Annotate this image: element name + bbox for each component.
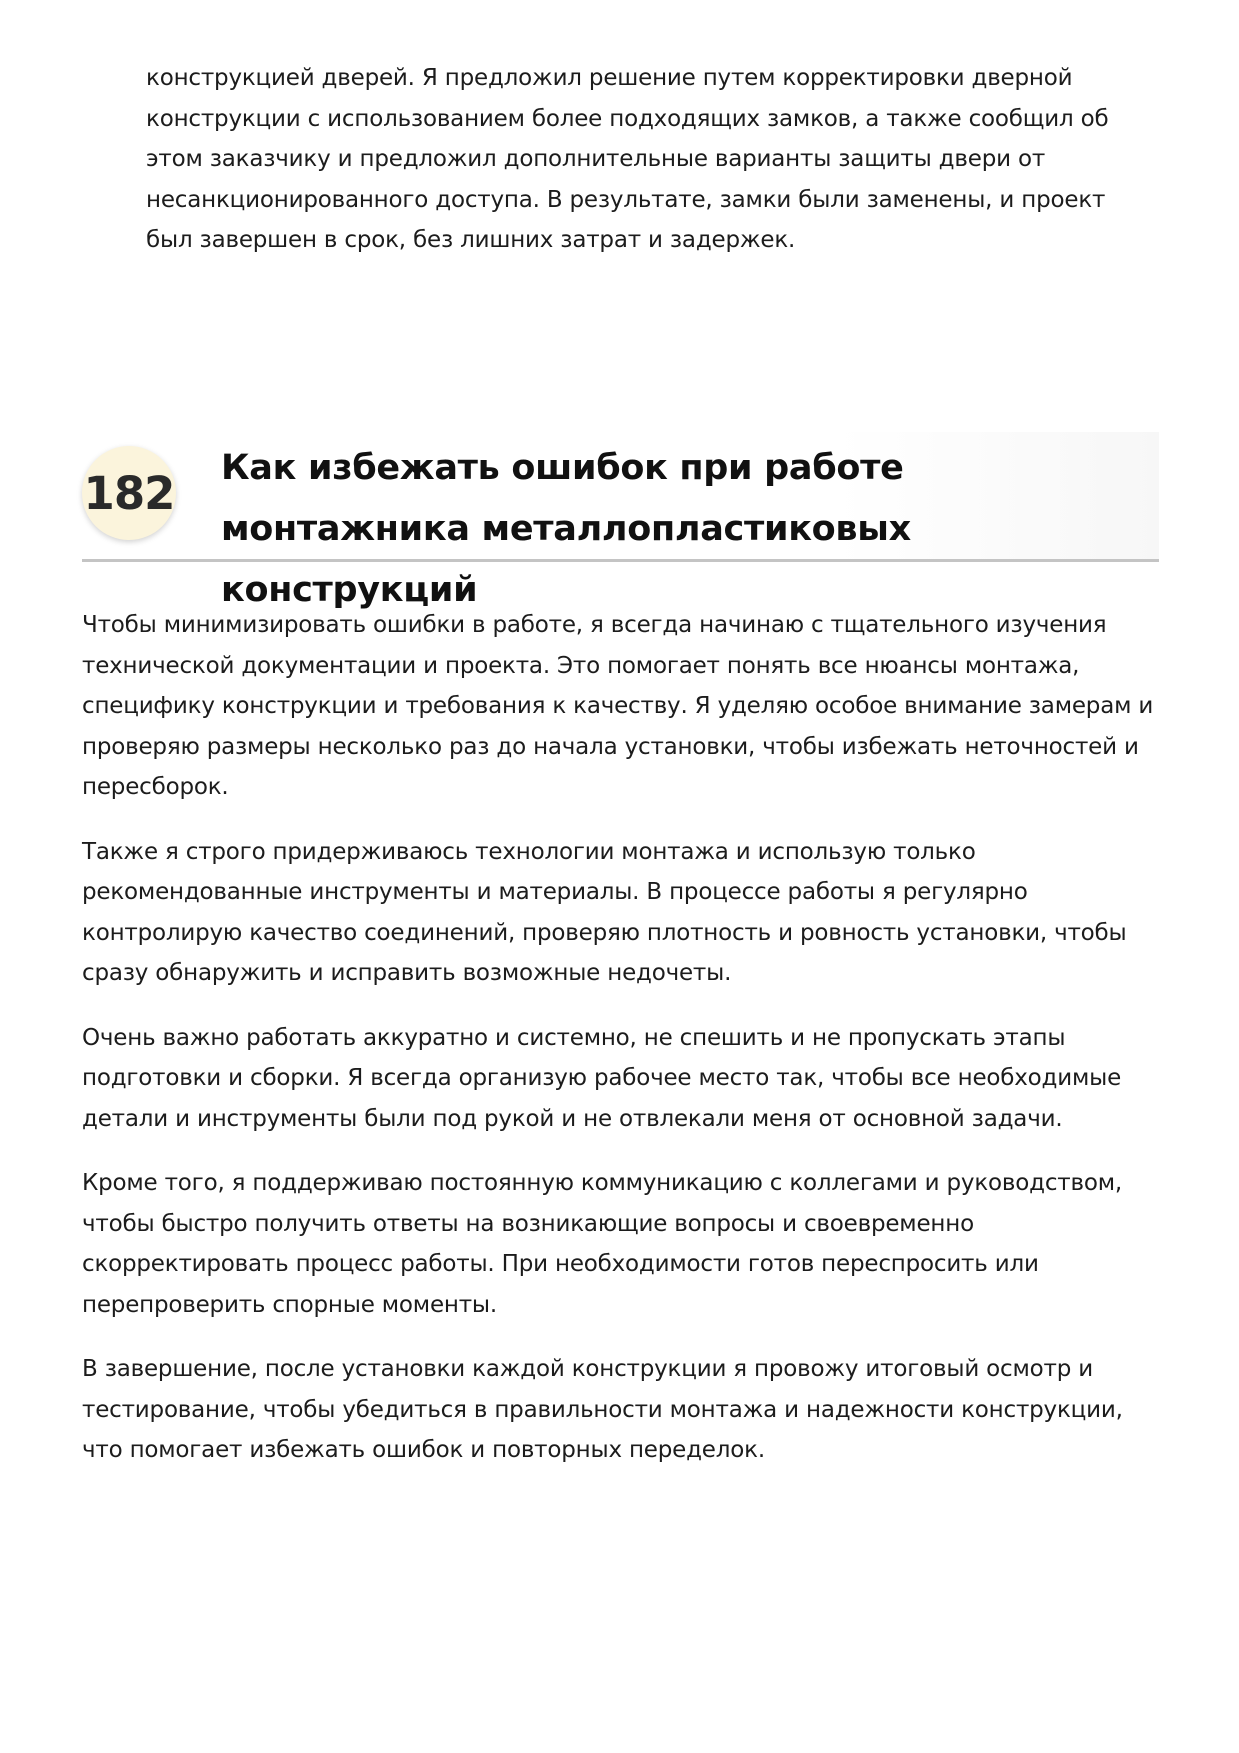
section-number-badge: 182: [82, 446, 176, 540]
body-paragraph: Очень важно работать аккуратно и системно, не спешить и не пропускать этапы подготовки и сборки. Я всегда организую рабочее место так, чтобы все необходимые детали и инструменты были под рукой и не отвлекали меня от основной задачи.: [82, 1024, 1122, 1132]
body-paragraph: Также я строго придерживаюсь технологии монтажа и использую только рекомендованные инструменты и материалы. В процессе работы я регулярно контролирую качество соединений, проверяю плотность и ровность установки, чтобы сразу обнаружить и исправить возможные недочеты.: [82, 838, 1127, 986]
section-header: [82, 432, 1159, 610]
body-paragraph: Чтобы минимизировать ошибки в работе, я всегда начинаю с тщательного изучения технической документации и проекта. Это помогает понять все нюансы монтажа, специфику конструкции и требования к качеству. Я уделяю особое внимание замерам и проверяю размеры несколько раз до начала установки, чтобы избежать неточностей и пересборок.: [82, 612, 1154, 800]
body-paragraph: В завершение, после установки каждой конструкции я провожу итоговый осмотр и тестирование, чтобы убедиться в правильности монтажа и надежности конструкции, что помогает избежать ошибок и повторных переделок.: [82, 1356, 1123, 1463]
body-paragraph: Кроме того, я поддерживаю постоянную коммуникацию с коллегами и руководством, чтобы быстро получить ответы на возникающие вопросы и своевременно скорректировать процесс работы. При необходимости готов переспросить или перепроверить спорные моменты.: [82, 1170, 1122, 1318]
previous-section-continuation: [146, 58, 1156, 261]
section-title: Как избежать ошибок при работе монтажника металлопластиковых конструкций: [221, 448, 911, 610]
previous-section-paragraph: конструкцией дверей. Я предложил решение путем корректировки дверной конструкции с использованием более подходящих замков, а также сообщил об этом заказчику и предложил дополнительные варианты защиты двери от несанкционированного доступа. В результате, замки были заменены, и проект был завершен в срок, без лишних затрат и задержек.: [146, 65, 1109, 253]
section-body: [82, 605, 1162, 1495]
